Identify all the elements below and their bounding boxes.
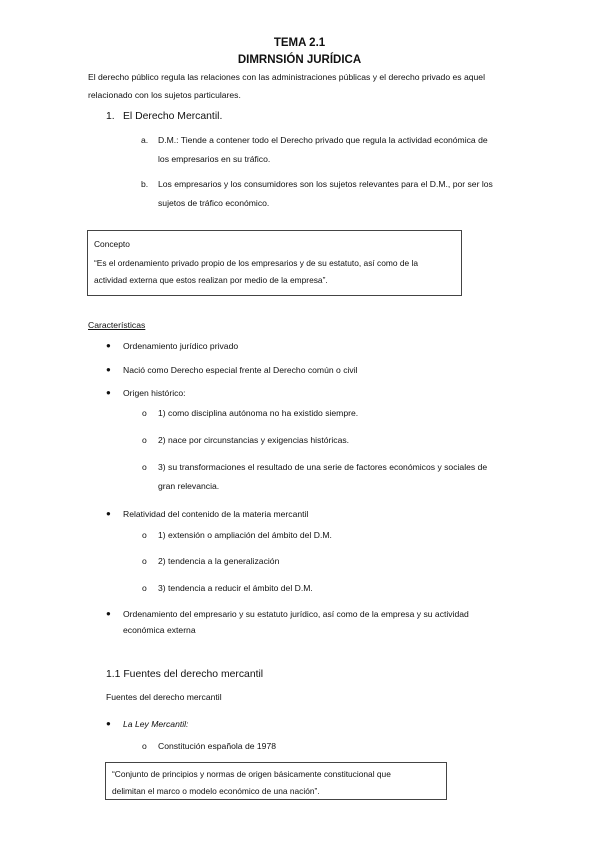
characteristics-heading: Características [88,320,146,330]
sub-bullet-icon: o [142,583,147,593]
document-subtitle: DIMRNSIÓN JURÍDICA [237,54,362,66]
bullet-icon: ● [106,609,111,618]
bullet-icon: ● [106,341,111,350]
origin-sub-3-line-2: gran relevancia. [158,481,220,491]
quote-line-2: delimitan el marco o modelo económico de una nación”. [112,786,320,796]
char-bullet-3: Origen histórico: [123,388,186,398]
origin-sub-2: 2) nace por circunstancias y exigencias históricas. [158,435,350,445]
char-bullet-1: Ordenamiento jurídico privado [123,341,239,351]
sub-bullet-icon: o [142,530,147,540]
item-b-marker: b. [141,179,149,189]
bullet-icon: ● [106,365,111,374]
document-title: TEMA 2.1 [273,37,326,49]
section-1-1-subheading: Fuentes del derecho mercantil [106,692,222,702]
item-a-line-1: D.M.: Tiende a contener todo el Derecho privado que regula la actividad económica de [158,135,488,145]
char-bullet-5-line-2: económica externa [123,625,196,635]
char-bullet-4: Relatividad del contenido de la materia mercantil [123,509,309,519]
item-a-line-2: los empresarios en su tráfico. [158,154,271,164]
sub-bullet-icon: o [142,741,147,751]
origin-sub-3-line-1: 3) su transformaciones el resultado de una serie de factores económicos y sociales de [158,462,488,472]
item-b-line-2: sujetos de tráfico económico. [158,198,270,208]
intro-line-1: El derecho público regula las relaciones con las administraciones públicas y el derecho privado es aquel [88,72,485,82]
quote-box [105,762,447,800]
item-b-line-1: Los empresarios y los consumidores son los sujetos relevantes para el D.M., por ser los [158,179,493,189]
relativity-sub-2: 2) tendencia a la generalización [158,556,280,566]
relativity-sub-3: 3) tendencia a reducir el ámbito del D.M. [158,583,313,593]
ley-mercantil-bullet: La Ley Mercantil: [123,719,189,729]
constitucion-sub: Constitución española de 1978 [158,741,277,751]
char-bullet-2: Nació como Derecho especial frente al Derecho común o civil [123,365,358,375]
section-1-1-heading: 1.1 Fuentes del derecho mercantil [106,669,264,680]
concept-line-1: “Es el ordenamiento privado propio de los empresarios y de su estatuto, así como de la [94,258,419,268]
concept-box [87,230,462,296]
origin-sub-1: 1) como disciplina autónoma no ha existido siempre. [158,408,359,418]
char-bullet-5-line-1: Ordenamiento del empresario y su estatuto jurídico, así como de la empresa y su actividad [123,609,469,619]
concept-label: Concepto [94,239,130,249]
sub-bullet-icon: o [142,556,147,566]
relativity-sub-1: 1) extensión o ampliación del ámbito del D.M. [158,530,332,540]
item-a-marker: a. [141,135,149,145]
sub-bullet-icon: o [142,462,147,472]
section-1-number: 1. [106,111,115,122]
bullet-icon: ● [106,719,111,728]
concept-line-2: actividad externa que estos realizan por medio de la empresa”. [94,275,328,285]
quote-line-1: “Conjunto de principios y normas de origen básicamente constitucional que [112,769,391,779]
bullet-icon: ● [106,509,111,518]
sub-bullet-icon: o [142,435,147,445]
section-1-heading: El Derecho Mercantil. [123,111,223,122]
sub-bullet-icon: o [142,408,147,418]
bullet-icon: ● [106,388,111,397]
intro-line-2: relacionado con los sujetos particulares. [88,90,241,100]
